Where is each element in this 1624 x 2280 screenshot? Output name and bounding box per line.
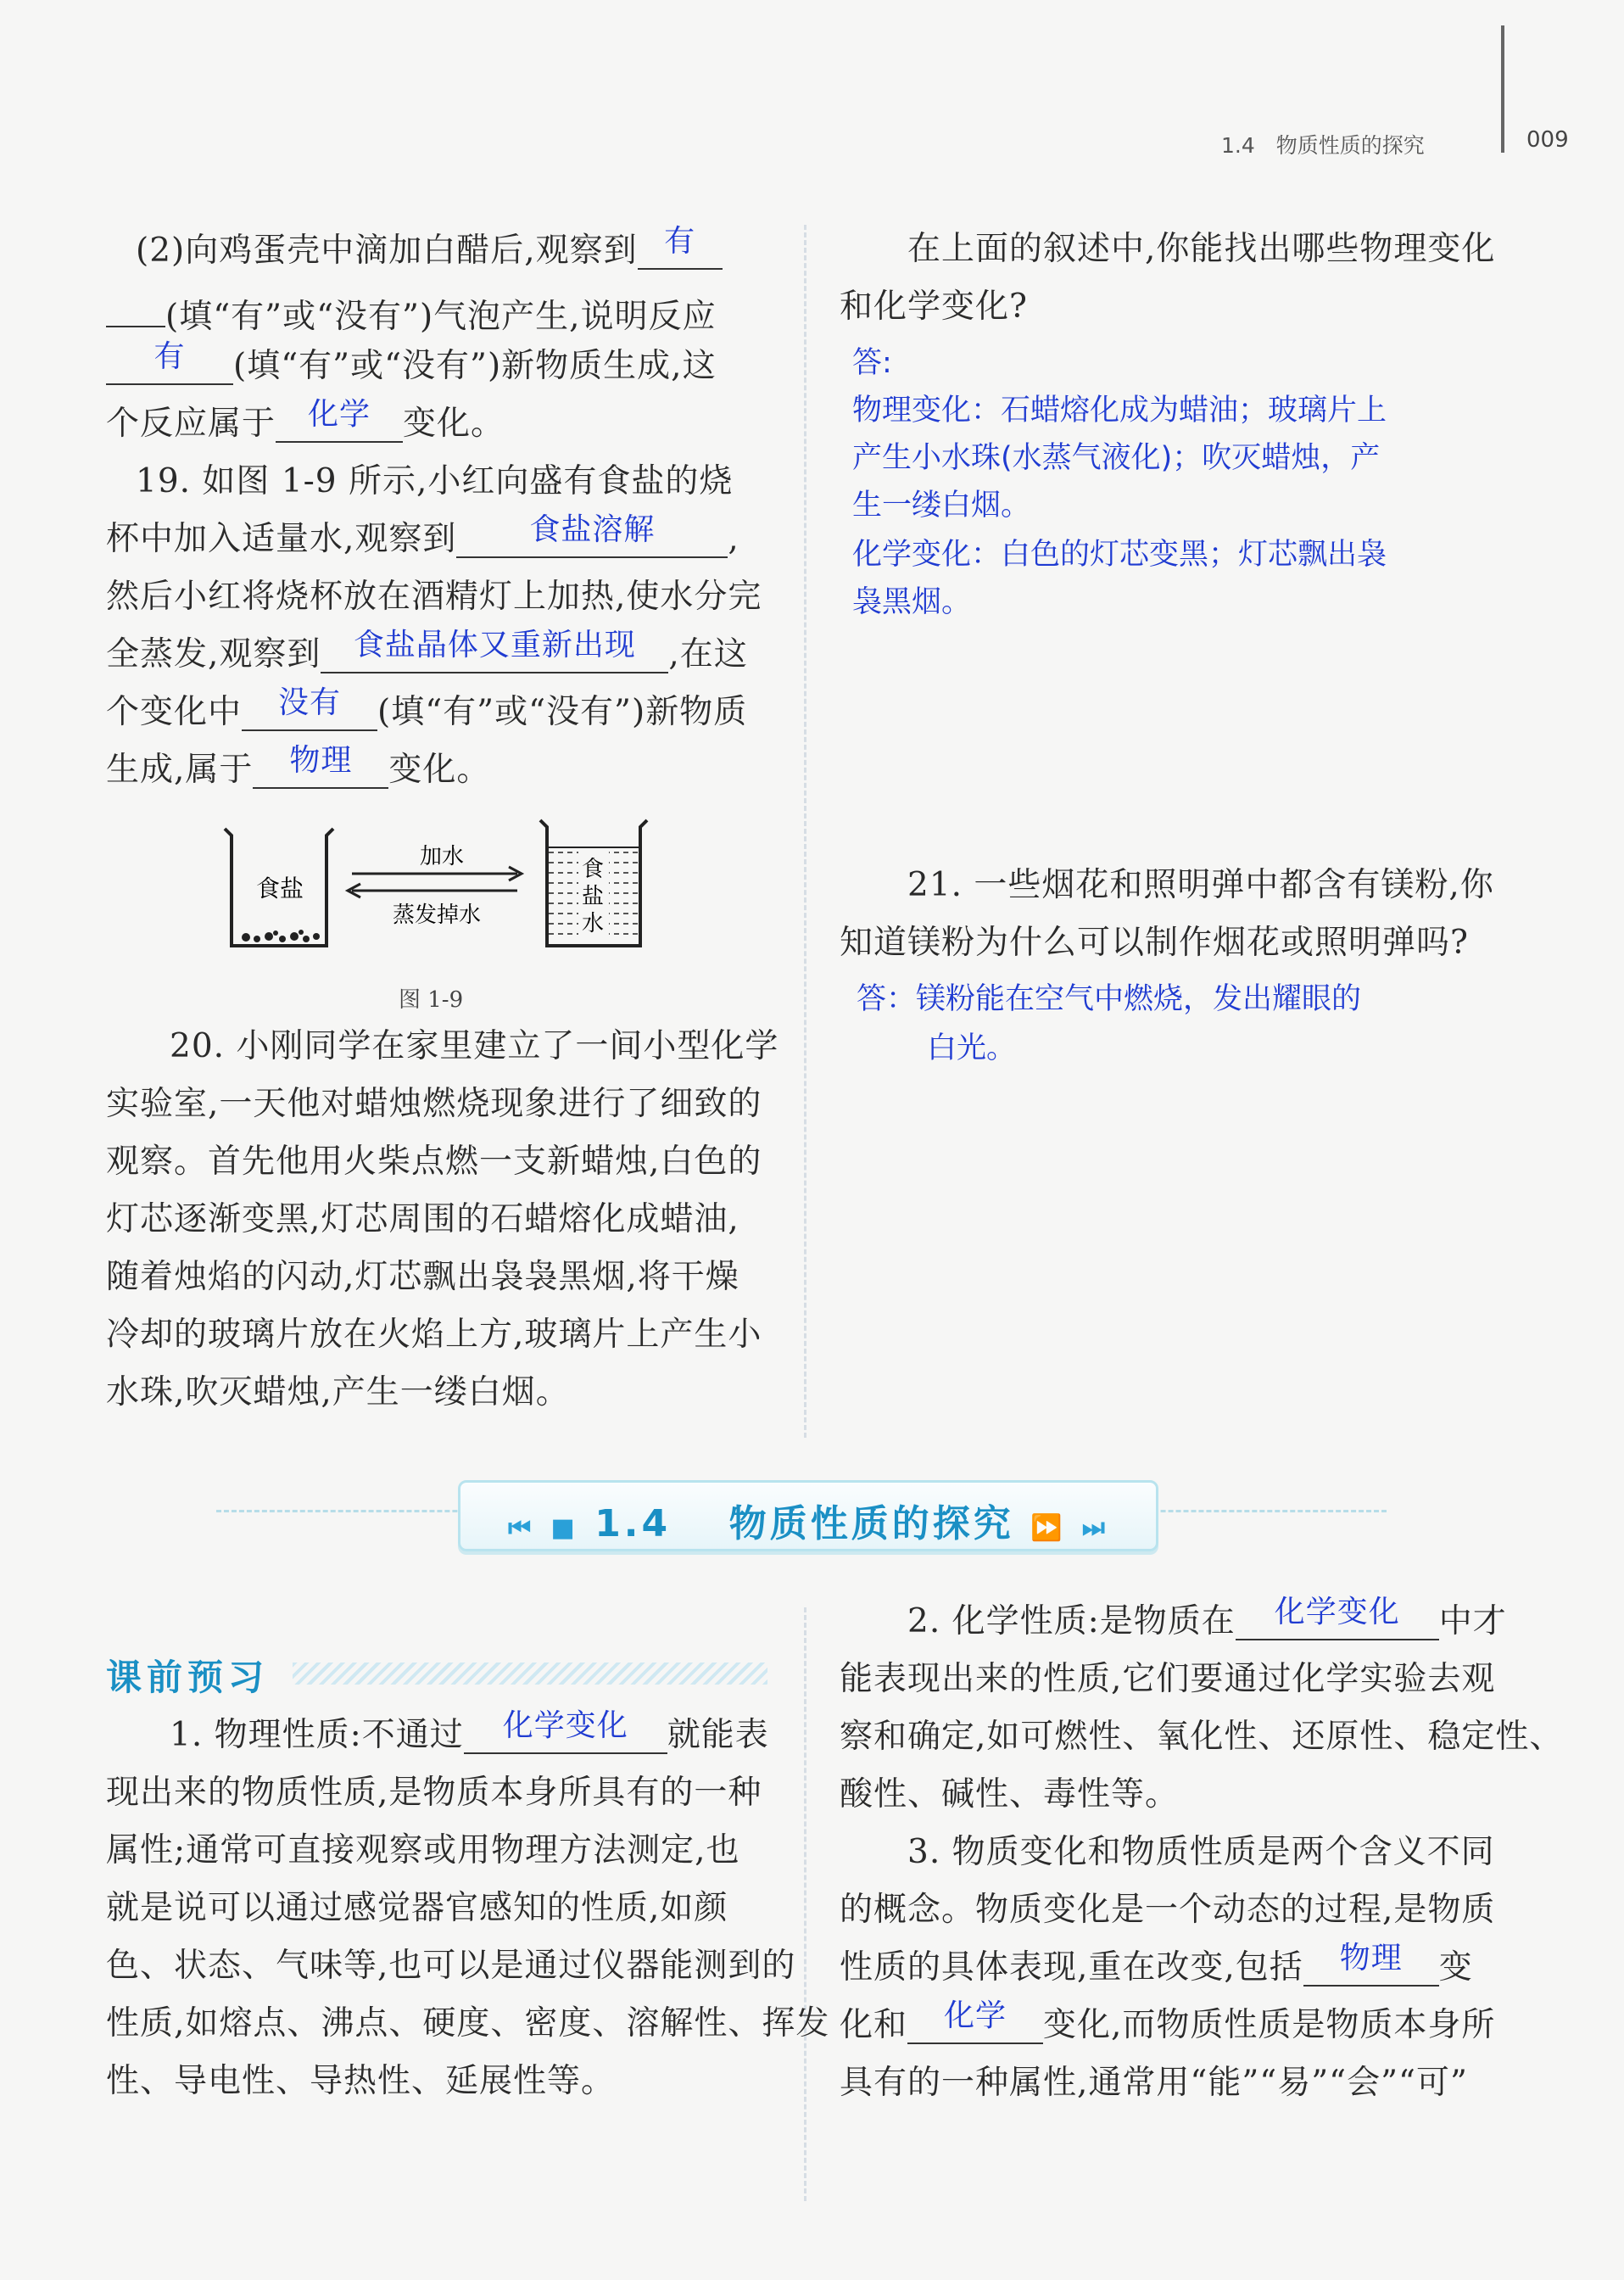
heading-stripe xyxy=(293,1662,767,1685)
skip-forward-icon: ⏭ xyxy=(1081,1513,1108,1543)
text-line: 21. 一些烟花和照明弹中都含有镁粉,你 xyxy=(907,866,1494,904)
page-number: 009 xyxy=(1526,127,1569,153)
answer-handwritten: 有 xyxy=(153,339,186,374)
figure-label-saltwater-1: 食 xyxy=(582,857,605,882)
figure-caption: 图 1-9 xyxy=(399,987,464,1013)
figure-label-saltwater-3: 水 xyxy=(582,911,605,936)
text-line: 知道镁粉为什么可以制作烟花或照明弹吗? xyxy=(840,924,1469,962)
answer-handwritten: 物理变化：石蜡熔化成为蜡油；玻璃片上 xyxy=(852,394,1387,428)
text-line: 随着烛焰的闪动,灯芯飘出袅袅黑烟,将干燥 xyxy=(106,1258,739,1296)
figure-label-add-water: 加水 xyxy=(420,844,465,869)
text-line: 现出来的物质性质,是物质本身所具有的一种 xyxy=(106,1774,762,1812)
answer-handwritten: 食盐晶体又重新出现 xyxy=(353,628,636,662)
text-line: 有 (填“有”或“没有”)新物质生成,这 xyxy=(106,346,717,387)
text-line: 冷却的玻璃片放在火焰上方,玻璃片上产生小 xyxy=(106,1316,762,1354)
answer-handwritten: 物理 xyxy=(1339,1941,1403,1975)
text-line: 个变化中 没有 (填“有”或“没有”)新物质 xyxy=(106,685,748,731)
answer-handwritten: 白光。 xyxy=(927,1031,1017,1065)
answer-handwritten: 产生小水珠(水蒸气液化)；吹灭蜡烛，产 xyxy=(852,441,1381,475)
header-divider xyxy=(1501,25,1504,153)
text-line: 1. 物理性质:不通过 化学变化 就能表 xyxy=(170,1708,769,1754)
square-icon: ■ xyxy=(550,1513,578,1543)
text-line: 化和 化学 变化,而物质性质是物质本身所 xyxy=(840,1998,1496,2044)
answer-handwritten: 化学变化：白色的灯芯变黑；灯芯飘出袅 xyxy=(852,538,1387,572)
text-line: 性质,如熔点、沸点、硬度、密度、溶解性、挥发 xyxy=(106,2004,830,2042)
answer-handwritten: 化学 xyxy=(308,397,371,432)
answer-handwritten: 物理 xyxy=(289,743,353,778)
text-line: (填“有”或“没有”)气泡产生,说明反应 xyxy=(106,288,717,338)
column-divider xyxy=(804,225,806,1438)
answer-handwritten: 袅黑烟。 xyxy=(852,585,972,619)
text-line: 在上面的叙述中,你能找出哪些物理变化 xyxy=(907,230,1496,268)
text-line: 酸性、碱性、毒性等。 xyxy=(840,1775,1180,1813)
text-line: 就是说可以通过感觉器官感知的性质,如颜 xyxy=(106,1889,728,1927)
answer-handwritten: 化学 xyxy=(944,1998,1007,2033)
answer-handwritten: 没有 xyxy=(278,685,342,720)
text-line: 的概念。物质变化是一个动态的过程,是物质 xyxy=(840,1891,1496,1929)
answer-handwritten: 有 xyxy=(664,224,696,259)
text-line: 灯芯逐渐变黑,灯芯周围的石蜡熔化成蜡油, xyxy=(106,1200,739,1238)
text-line: 杯中加入适量水,观察到 食盐溶解 , xyxy=(106,512,739,558)
text-line: 性、导电性、导热性、延展性等。 xyxy=(106,2062,616,2100)
text-line: 性质的具体表现,重在改变,包括 物理 变 xyxy=(840,1941,1473,1987)
text-line: 生成,属于 物理 变化。 xyxy=(106,743,491,789)
figure-label-salt: 食盐 xyxy=(256,875,304,902)
answer-handwritten: 答: xyxy=(852,346,892,380)
column-divider-lower xyxy=(804,1607,806,2201)
section-banner-title: ⏮ ■ 1.4 物质性质的探究 ⏩ ⏭ xyxy=(508,1502,1108,1545)
text-line: 个反应属于 化学 变化。 xyxy=(106,397,505,443)
answer-handwritten: 生一缕白烟。 xyxy=(852,489,1031,522)
text-line: 实验室,一天他对蜡烛燃烧现象进行了细致的 xyxy=(106,1085,762,1123)
answer-handwritten: 答：镁粉能在空气中燃烧，发出耀眼的 xyxy=(857,982,1362,1016)
arrow-left-icon xyxy=(348,884,517,897)
text-line: 具有的一种属性,通常用“能”“易”“会”“可” xyxy=(840,2064,1468,2102)
fast-forward-icon: ⏩ xyxy=(1030,1513,1066,1543)
text-line: 3. 物质变化和物质性质是两个含义不同 xyxy=(907,1833,1495,1871)
text-line: 2. 化学性质:是物质在 化学变化 中才 xyxy=(907,1595,1507,1640)
text-line: 属性;通常可直接观察或用物理方法测定,也 xyxy=(106,1831,740,1869)
text-line: 然后小红将烧杯放在酒精灯上加热,使水分完 xyxy=(106,578,762,616)
text-line: 20. 小刚同学在家里建立了一间小型化学 xyxy=(170,1027,779,1065)
text-line: (2)向鸡蛋壳中滴加白醋后,观察到 有 xyxy=(136,231,723,271)
section-banner xyxy=(458,1480,1158,1551)
text-line: 全蒸发,观察到 食盐晶体又重新出现 ,在这 xyxy=(106,628,748,673)
answer-handwritten: 食盐溶解 xyxy=(529,512,656,547)
answer-handwritten: 化学变化 xyxy=(502,1708,628,1743)
running-header-section: 1.4 物质性质的探究 xyxy=(1221,133,1425,158)
text-line: 察和确定,如可燃性、氧化性、还原性、稳定性、 xyxy=(840,1718,1564,1756)
text-line: 和化学变化? xyxy=(840,288,1028,326)
text-line: 能表现出来的性质,它们要通过化学实验去观 xyxy=(840,1660,1496,1698)
skip-back-icon: ⏮ xyxy=(508,1513,535,1543)
answer-handwritten: 化学变化 xyxy=(1274,1595,1400,1629)
text-line: 水珠,吹灭蜡烛,产生一缕白烟。 xyxy=(106,1373,570,1411)
text-line: 观察。首先他用火柴点燃一支新蜡烛,白色的 xyxy=(106,1143,762,1181)
preview-heading: 课前预习 xyxy=(106,1657,270,1698)
text-line: 色、状态、气味等,也可以是通过仪器能测到的 xyxy=(106,1947,796,1985)
beaker-figure xyxy=(216,810,657,954)
figure-label-saltwater-2: 盐 xyxy=(582,884,605,909)
text-line: 19. 如图 1-9 所示,小红向盛有食盐的烧 xyxy=(136,462,734,500)
figure-label-evaporate: 蒸发掉水 xyxy=(393,902,482,928)
